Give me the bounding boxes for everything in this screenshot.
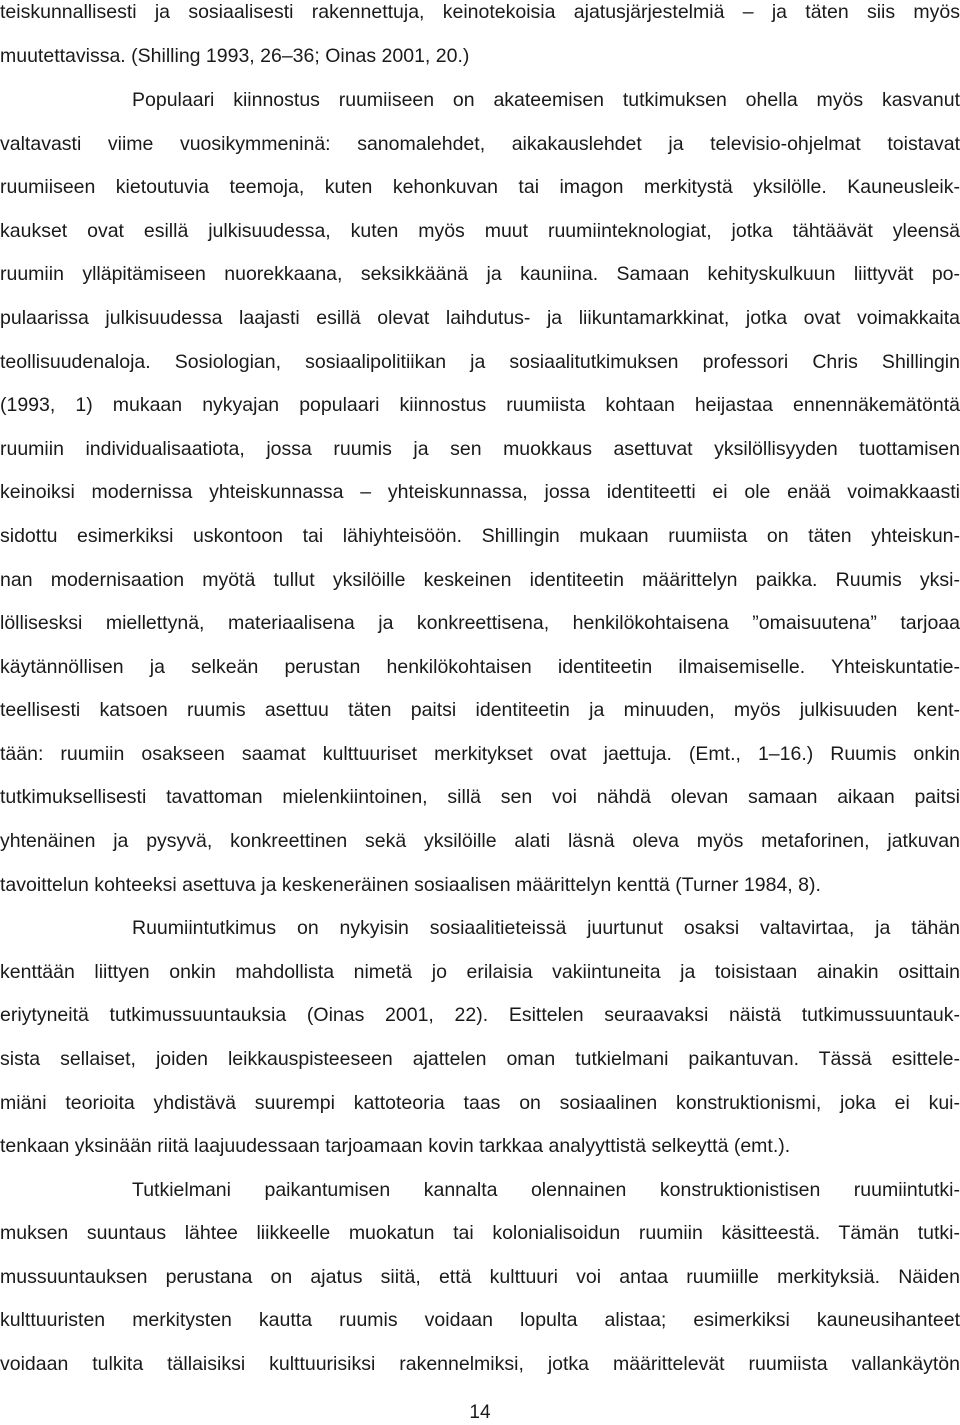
text-line: pulaarissa julkisuudessa laajasti esillä olevat laihdutus- ja liikuntamarkkinat, jotka ovat voimakkaita <box>0 307 960 329</box>
text-line: tenkaan yksinään riitä laajuudessaan tarjoamaan kovin tarkkaa analyyttistä selkeyttä (emt.). <box>0 1135 791 1157</box>
text-line: sista sellaiset, joiden leikkauspisteeseen ajattelen oman tutkielmani paikantuvan. Tässä esittele- <box>0 1048 960 1070</box>
text-line: sidottu esimerkiksi uskontoon tai lähiyhteisöön. Shillingin mukaan ruumiista on täten yhteiskun- <box>0 525 960 547</box>
text-line: eriytyneitä tutkimussuuntauksia (Oinas 2001, 22). Esittelen seuraavaksi näistä tutkimussuuntauk- <box>0 1004 960 1026</box>
text-line: kaukset ovat esillä julkisuudessa, kuten myös muut ruumiinteknologiat, jotka tähtäävät yleensä <box>0 220 960 242</box>
text-line: mussuuntauksen perustana on ajatus siitä, että kulttuuri voi antaa ruumiille merkityksiä. Näiden <box>0 1266 960 1288</box>
text-line: yhtenäinen ja pysyvä, konkreettinen sekä yksilöille alati läsnä oleva myös metaforinen, jatkuvan <box>0 830 960 852</box>
page-number: 14 <box>469 1402 491 1423</box>
text-line: kulttuuristen merkitysten kautta ruumis voidaan lopulta alistaa; esimerkiksi kauneusihanteet <box>0 1309 960 1331</box>
text-line: tään: ruumiin osakseen saamat kulttuuriset merkitykset ovat jaettuja. (Emt., 1–16.) Ruumis onkin <box>0 743 960 765</box>
text-line: ruumiin individualisaatiota, jossa ruumis ja sen muokkaus asettuvat yksilöllisyyden tuottamisen <box>0 438 960 460</box>
text-line: teellisesti katsoen ruumis asettuu täten paitsi identiteetin ja minuuden, myös julkisuuden kent- <box>0 699 960 721</box>
text-line: teiskunnallisesti ja sosiaalisesti rakennettuja, keinotekoisia ajatusjärjestelmiä – ja täten siis myös <box>0 1 960 23</box>
text-line: Populaari kiinnostus ruumiiseen on akateemisen tutkimuksen ohella myös kasvanut <box>132 89 960 111</box>
text-line: kenttään liittyen onkin mahdollista nimetä jo erilaisia vakiintuneita ja toisistaan ainakin osittain <box>0 961 960 983</box>
text-line: teollisuudenaloja. Sosiologian, sosiaalipolitiikan ja sosiaalitutkimuksen professori Chris Shillingin <box>0 351 960 373</box>
text-line: valtavasti viime vuosikymmeninä: sanomalehdet, aikakauslehdet ja televisio-ohjelmat toistavat <box>0 133 960 155</box>
text-line: (1993, 1) mukaan nykyajan populaari kiinnostus ruumiista kohtaan heijastaa ennennäkemätöntä <box>0 394 960 416</box>
text-line: ruumiin ylläpitämiseen nuorekkaana, seksikkäänä ja kauniina. Samaan kehityskulkuun liittyvät po- <box>0 263 960 285</box>
text-line: Tutkielmani paikantumisen kannalta olennainen konstruktionistisen ruumiintutki- <box>132 1179 960 1201</box>
text-line: voidaan tulkita tällaisiksi kulttuurisiksi rakennelmiksi, jotka määrittelevät ruumiista vallankäytön <box>0 1353 960 1375</box>
text-line: tavoittelun kohteeksi asettuva ja keskeneräinen sosiaalisen määrittelyn kenttä (Turner 1984, 8). <box>0 874 821 896</box>
text-line: löllisesksi miellettynä, materiaalisena ja konkreettisena, henkilökohtaisena ”omaisuutena” tarjoaa <box>0 612 960 634</box>
text-line: nan modernisaation myötä tullut yksilöille keskeinen identiteetin määrittelyn paikka. Ruumis yksi- <box>0 569 960 591</box>
text-line: käytännöllisen ja selkeän perustan henkilökohtaisen identiteetin ilmaisemiselle. Yhteiskuntatie- <box>0 656 960 678</box>
text-line: miäni teorioita yhdistävä suurempi kattoteoria taas on sosiaalinen konstruktionismi, joka ei kui- <box>0 1092 960 1114</box>
text-line: muutettavissa. (Shilling 1993, 26–36; Oinas 2001, 20.) <box>0 45 470 67</box>
text-line: tutkimuksellisesti tavattoman mielenkiintoinen, sillä sen voi nähdä olevan samaan aikaan paitsi <box>0 786 960 808</box>
text-line: Ruumiintutkimus on nykyisin sosiaalitieteissä juurtunut osaksi valtavirtaa, ja tähän <box>132 917 960 939</box>
text-line: ruumiiseen kietoutuvia teemoja, kuten kehonkuvan tai imagon merkitystä yksilölle. Kauneusleik- <box>0 176 960 198</box>
text-line: keinoiksi modernissa yhteiskunnassa – yhteiskunnassa, jossa identiteetti ei ole enää voimakkaasti <box>0 481 960 503</box>
text-line: muksen suuntaus lähtee liikkeelle muokatun tai kolonialisoidun ruumiin käsitteestä. Tämän tutki- <box>0 1222 960 1244</box>
